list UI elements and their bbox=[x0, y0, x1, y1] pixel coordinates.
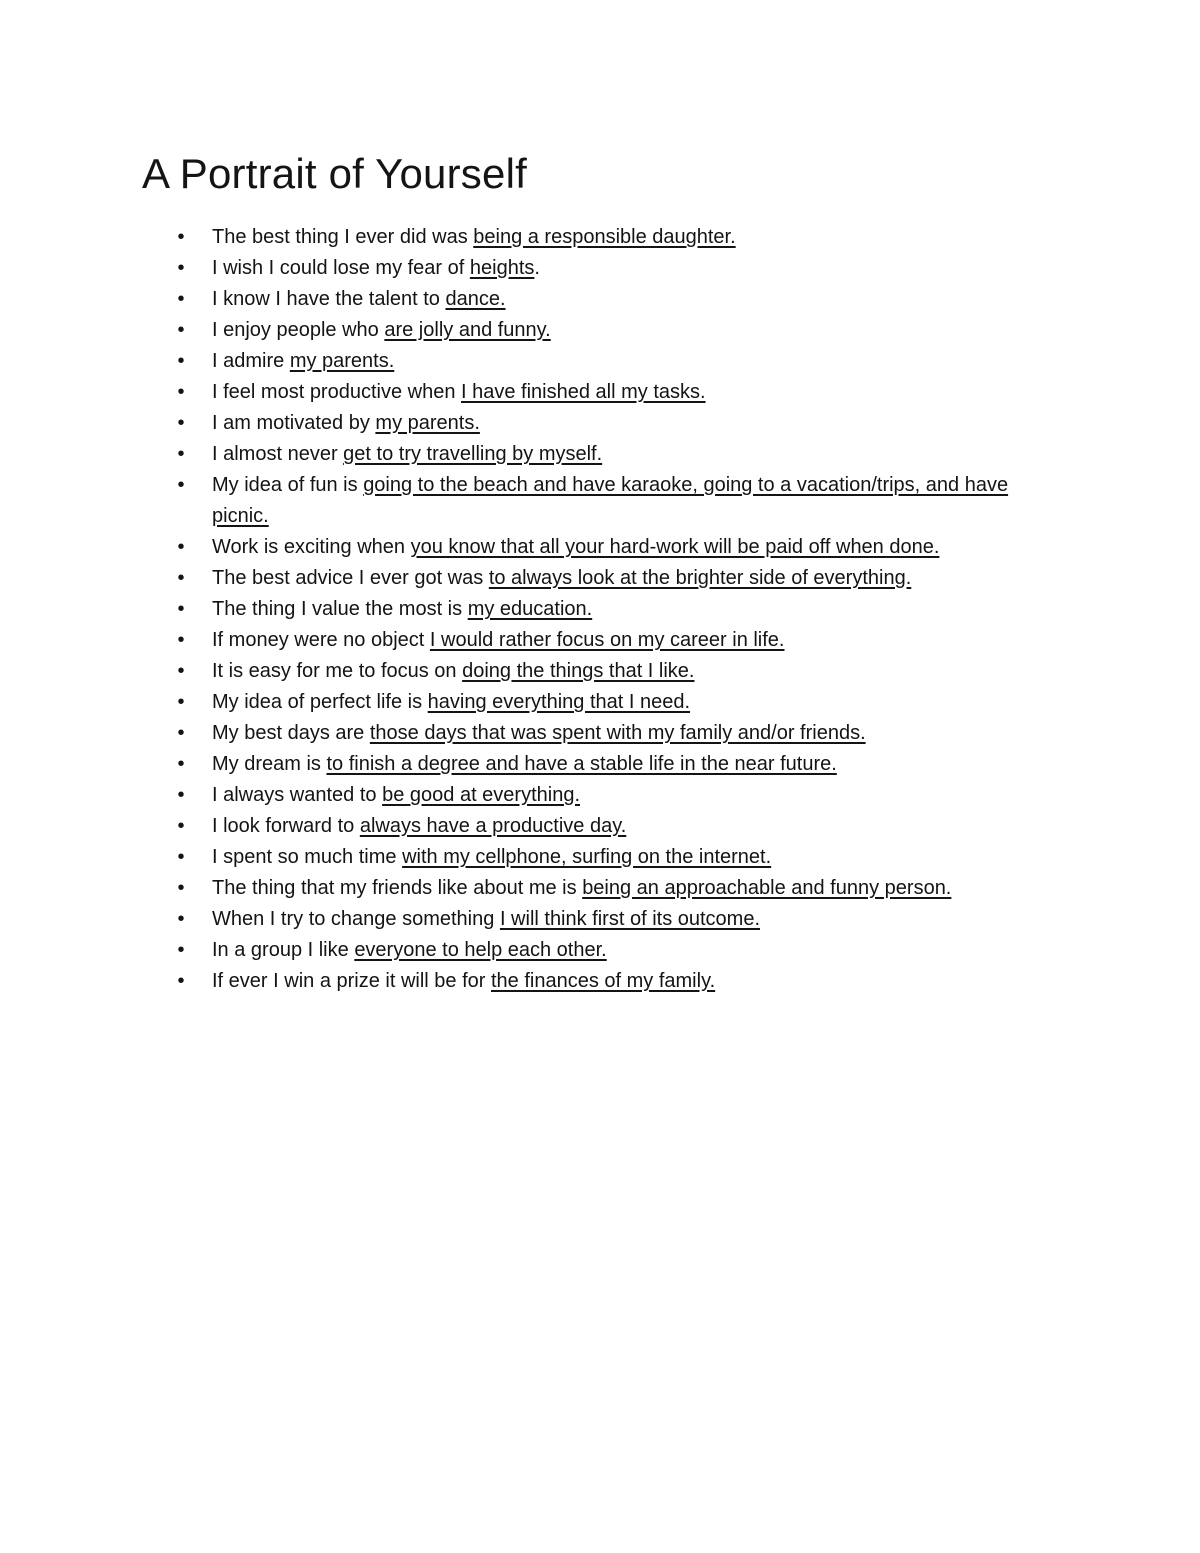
sentence-prompt: My idea of perfect life is bbox=[212, 691, 428, 713]
sentence-prompt: I am motivated by bbox=[212, 412, 376, 434]
bullet-icon: • bbox=[177, 226, 185, 248]
list-item bbox=[0, 563, 1200, 594]
sentence-prompt: If ever I win a prize it will be for bbox=[212, 970, 491, 992]
sentence-prompt: Work is exciting when bbox=[212, 536, 411, 558]
sentence-prompt: When I try to change something bbox=[212, 908, 500, 930]
sentence-prompt: I wish I could lose my fear of bbox=[212, 257, 470, 279]
list-item bbox=[0, 408, 1200, 439]
sentence-answer: having everything that I need. bbox=[427, 691, 691, 713]
list-item bbox=[0, 470, 1200, 532]
sentence-prompt: My idea of fun is bbox=[212, 474, 364, 496]
list-item bbox=[0, 842, 1200, 873]
bullet-icon: • bbox=[177, 412, 185, 434]
sentence-answer: be good at everything. bbox=[382, 784, 581, 806]
sentence-prompt: I always wanted to bbox=[212, 784, 383, 806]
sentence-prompt: The thing that my friends like about me is bbox=[212, 877, 583, 899]
sentence-prompt: I almost never bbox=[212, 443, 344, 465]
bullet-icon: • bbox=[177, 939, 185, 961]
page-title: A Portrait of Yourself bbox=[142, 150, 527, 197]
bullet-icon: • bbox=[177, 443, 185, 465]
list-item bbox=[0, 346, 1200, 377]
sentence-prompt: My best days are bbox=[212, 722, 370, 744]
bullet-icon: • bbox=[177, 753, 185, 775]
bullet-icon: • bbox=[177, 784, 185, 806]
sentence-list bbox=[0, 222, 1200, 997]
sentence-answer: everyone to help each other. bbox=[354, 939, 607, 961]
bullet-icon: • bbox=[177, 598, 185, 620]
sentence-answer: to always look at the brighter side of everything. bbox=[488, 567, 912, 589]
sentence-answer: the finances of my family. bbox=[490, 970, 716, 992]
bullet-icon: • bbox=[177, 970, 185, 992]
list-item bbox=[0, 966, 1200, 997]
bullet-icon: • bbox=[177, 908, 185, 930]
list-item bbox=[0, 284, 1200, 315]
list-item bbox=[0, 594, 1200, 625]
sentence-answer: I will think first of its outcome. bbox=[499, 908, 761, 930]
list-item bbox=[0, 718, 1200, 749]
bullet-icon: • bbox=[177, 691, 185, 713]
list-item bbox=[0, 780, 1200, 811]
sentence-tail: . bbox=[534, 257, 540, 279]
sentence-answer: always have a productive day. bbox=[359, 815, 627, 837]
bullet-icon: • bbox=[177, 350, 185, 372]
bullet-icon: • bbox=[177, 319, 185, 341]
bullet-icon: • bbox=[177, 474, 185, 496]
sentence-answer: my parents. bbox=[289, 350, 395, 372]
sentence-answer: my parents. bbox=[375, 412, 480, 434]
list-item bbox=[0, 873, 1200, 904]
bullet-icon: • bbox=[177, 846, 185, 868]
list-item bbox=[0, 377, 1200, 408]
list-item bbox=[0, 253, 1200, 284]
sentence-answer: are jolly and funny. bbox=[384, 319, 551, 341]
sentence-prompt: The thing I value the most is bbox=[212, 598, 468, 620]
list-item bbox=[0, 222, 1200, 253]
sentence-prompt: I spent so much time bbox=[212, 846, 403, 868]
sentence-answer: to finish a degree and have a stable life in the near future. bbox=[326, 753, 837, 775]
list-item bbox=[0, 904, 1200, 935]
sentence-answer: those days that was spent with my family and/or friends. bbox=[369, 722, 866, 744]
sentence-prompt: In a group I like bbox=[212, 939, 355, 961]
bullet-icon: • bbox=[177, 660, 185, 682]
bullet-icon: • bbox=[177, 815, 185, 837]
bullet-icon: • bbox=[177, 381, 185, 403]
sentence-prompt: I know I have the talent to bbox=[212, 288, 446, 310]
list-item bbox=[0, 687, 1200, 718]
list-item bbox=[0, 935, 1200, 966]
sentence-answer: doing the things that I like. bbox=[462, 660, 695, 682]
sentence-prompt: The best advice I ever got was bbox=[212, 567, 489, 589]
list-item bbox=[0, 811, 1200, 842]
sentence-prompt: If money were no object bbox=[212, 629, 430, 651]
sentence-answer: going to the beach and have karaoke, going to a vacation/trips, and have picnic. bbox=[212, 474, 1009, 527]
list-item bbox=[0, 315, 1200, 346]
sentence-answer: I have finished all my tasks. bbox=[461, 381, 706, 403]
sentence-prompt: I feel most productive when bbox=[212, 381, 462, 403]
sentence-prompt: I admire bbox=[212, 350, 290, 372]
list-item bbox=[0, 532, 1200, 563]
bullet-icon: • bbox=[177, 536, 185, 558]
list-item bbox=[0, 439, 1200, 470]
bullet-icon: • bbox=[177, 629, 185, 651]
sentence-answer: my education. bbox=[467, 598, 593, 620]
sentence-prompt: The best thing I ever did was bbox=[212, 226, 474, 248]
list-item bbox=[0, 656, 1200, 687]
sentence-answer: heights bbox=[469, 257, 535, 279]
bullet-icon: • bbox=[177, 567, 185, 589]
list-item bbox=[0, 749, 1200, 780]
sentence-answer: being a responsible daughter. bbox=[473, 226, 736, 248]
sentence-answer: I would rather focus on my career in life. bbox=[429, 629, 785, 651]
sentence-answer: get to try travelling by myself. bbox=[343, 443, 603, 465]
sentence-answer: being an approachable and funny person. bbox=[582, 877, 952, 899]
sentence-prompt: I look forward to bbox=[212, 815, 360, 837]
sentence-answer: dance. bbox=[445, 288, 506, 310]
bullet-icon: • bbox=[177, 877, 185, 899]
sentence-answer: with my cellphone, surfing on the internet. bbox=[402, 846, 772, 868]
bullet-icon: • bbox=[177, 257, 185, 279]
bullet-icon: • bbox=[177, 288, 185, 310]
sentence-prompt: I enjoy people who bbox=[212, 319, 385, 341]
bullet-icon: • bbox=[177, 722, 185, 744]
sentence-prompt: It is easy for me to focus on bbox=[212, 660, 463, 682]
list-item bbox=[0, 625, 1200, 656]
sentence-answer: you know that all your hard-work will be paid off when done. bbox=[410, 536, 940, 558]
sentence-prompt: My dream is bbox=[212, 753, 327, 775]
